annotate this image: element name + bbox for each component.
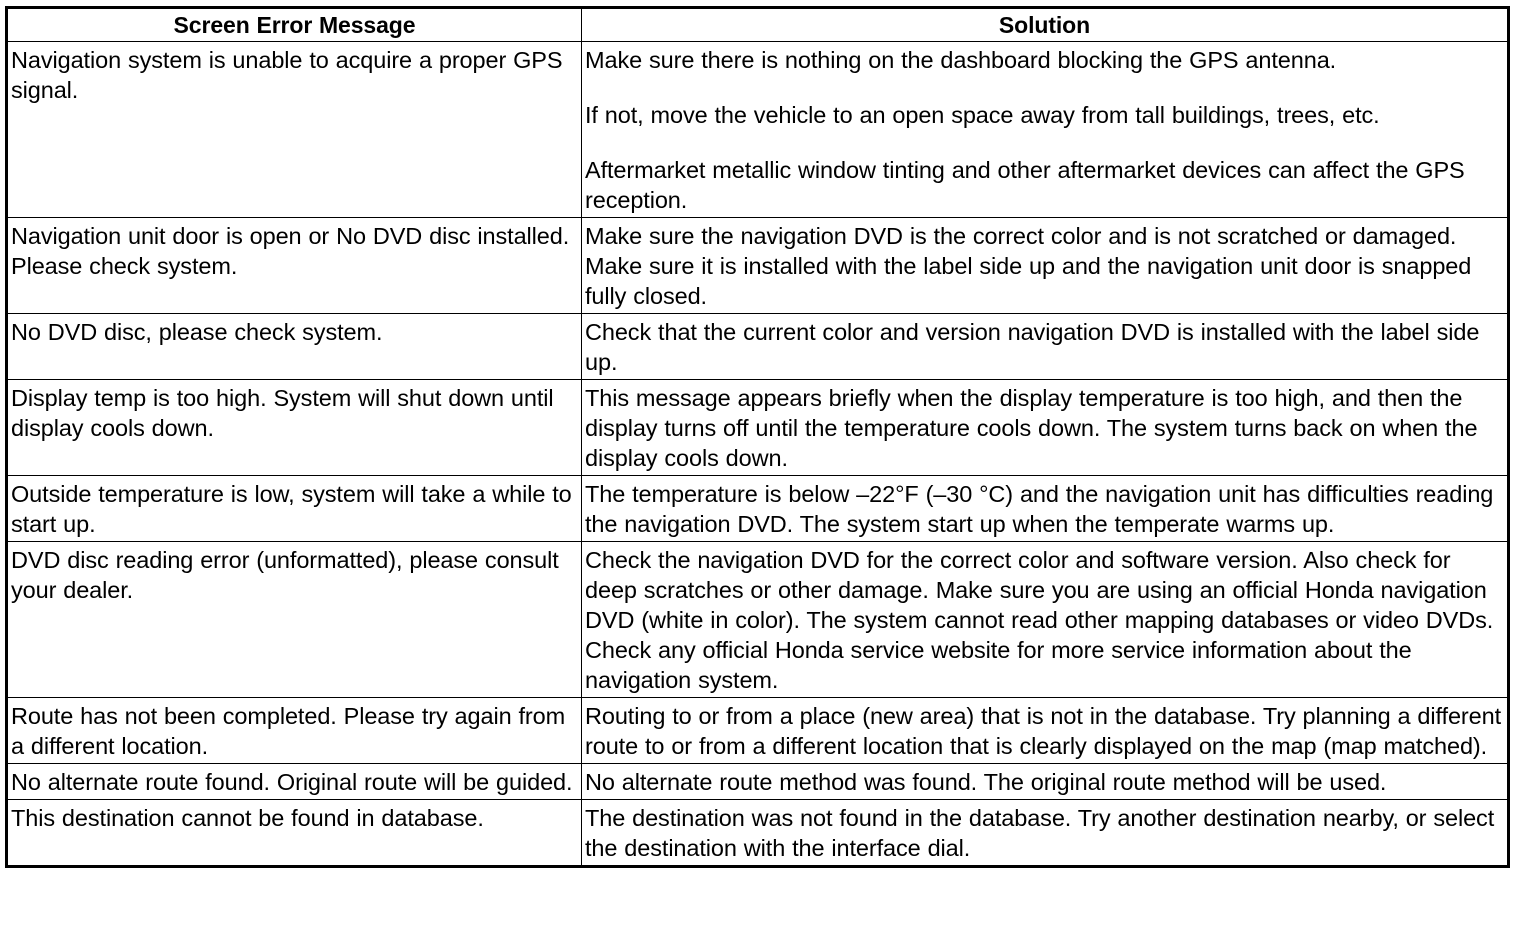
error-message-cell: This destination cannot be found in database.: [7, 800, 582, 867]
error-message-cell: Navigation system is unable to acquire a proper GPS signal.: [7, 42, 582, 218]
solution-paragraph: This message appears briefly when the display temperature is too high, and then the display turns off until the temperature cools down. The system turns back on when the display cools down.: [585, 385, 1478, 471]
solution-paragraph: Make sure the navigation DVD is the correct color and is not scratched or damaged. Make sure it is installed with the label side up and the navigation unit door is snapped fully closed.: [585, 223, 1472, 309]
solution-paragraph: Routing to or from a place (new area) that is not in the database. Try planning a different route to or from a different location that is clearly displayed on the map (map matched).: [585, 703, 1502, 759]
solution-cell: [582, 218, 1509, 314]
header-solution: Solution: [582, 8, 1509, 42]
table-row: [7, 476, 1509, 542]
table-row: [7, 380, 1509, 476]
solution-cell: [582, 764, 1509, 800]
table-row: [7, 542, 1509, 698]
header-screen-error-message: Screen Error Message: [7, 8, 582, 42]
error-message-cell: Outside temperature is low, system will take a while to start up.: [7, 476, 582, 542]
error-message-cell: No alternate route found. Original route will be guided.: [7, 764, 582, 800]
error-message-cell: No DVD disc, please check system.: [7, 314, 582, 380]
table-row: [7, 314, 1509, 380]
solution-cell: [582, 314, 1509, 380]
solution-cell: [582, 476, 1509, 542]
table-row: [7, 218, 1509, 314]
solution-paragraph: Make sure there is nothing on the dashboard blocking the GPS antenna.: [585, 47, 1337, 73]
table-row: [7, 698, 1509, 764]
table-row: [7, 42, 1509, 218]
error-message-table: [5, 6, 1510, 868]
solution-cell: [582, 800, 1509, 867]
solution-paragraph: No alternate route method was found. The original route method will be used.: [585, 769, 1387, 795]
solution-cell: [582, 542, 1509, 698]
table-body: [7, 42, 1509, 867]
table-row: [7, 764, 1509, 800]
solution-cell: [582, 42, 1509, 218]
table-row: [7, 800, 1509, 867]
solution-cell: [582, 380, 1509, 476]
solution-paragraph: The destination was not found in the database. Try another destination nearby, or select the destination with the interface dial.: [585, 805, 1495, 861]
error-message-cell: Display temp is too high. System will shut down until display cools down.: [7, 380, 582, 476]
solution-paragraph: Check the navigation DVD for the correct color and software version. Also check for deep scratches or other damage. Make sure you are using an official Honda navigation DVD (white in color). The system cannot read other mapping databases or video DVDs. Check any official Honda service website for more service information about the navigation system.: [585, 547, 1494, 693]
solution-cell: [582, 698, 1509, 764]
solution-paragraph: Check that the current color and version navigation DVD is installed with the label side up.: [585, 319, 1480, 375]
error-message-cell: Route has not been completed. Please try again from a different location.: [7, 698, 582, 764]
error-message-cell: Navigation unit door is open or No DVD disc installed. Please check system.: [7, 218, 582, 314]
header-row: [7, 8, 1509, 42]
solution-paragraph: If not, move the vehicle to an open space away from tall buildings, trees, etc.: [585, 102, 1380, 128]
error-message-cell: DVD disc reading error (unformatted), please consult your dealer.: [7, 542, 582, 698]
solution-paragraph: Aftermarket metallic window tinting and other aftermarket devices can affect the GPS reception.: [585, 157, 1465, 213]
solution-paragraph: The temperature is below –22°F (–30 °C) and the navigation unit has difficulties reading the navigation DVD. The system start up when the temperate warms up.: [585, 481, 1494, 537]
